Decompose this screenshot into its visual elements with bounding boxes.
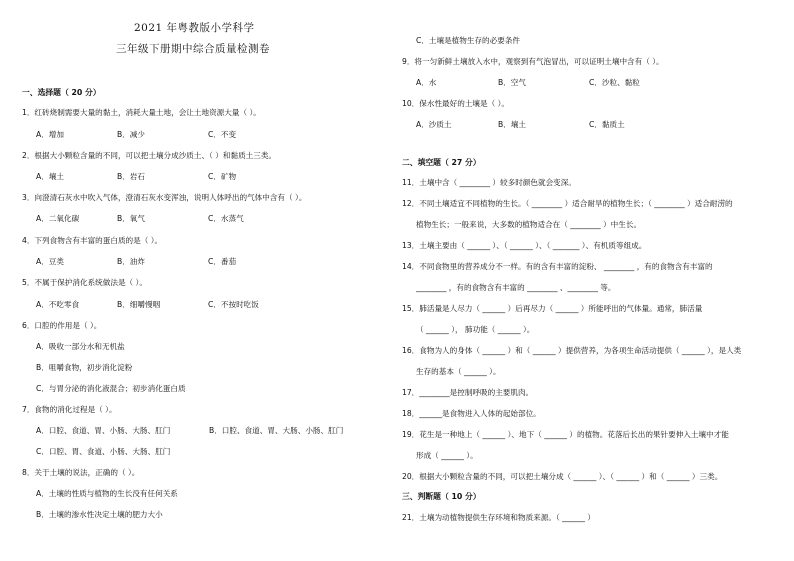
question-9: 9．将一匀新鲜土壤放入水中，观察到有气泡冒出，可以证明土壤中含有（ ）。 <box>402 57 664 66</box>
question-14-line1: 14．不同食物里的营养成分不一样。有的含有丰富的淀粉、 ________ ，有的食物含有丰富的 <box>402 262 713 271</box>
q2-option-b: B．岩石 <box>117 172 145 181</box>
question-16-line1: 16．食物为人的身体（ ______ ）和（ ______ ）提供营养，为各项生命活动提供（ ______ ），是人类 <box>402 346 742 355</box>
q6-option-b: B．咀嚼食物，初步消化淀粉 <box>36 363 133 372</box>
question-6: 6．口腔的作用是（ ）。 <box>22 321 102 330</box>
question-19-line2: 形成（ ______ ）。 <box>416 451 478 460</box>
q1-option-a: A．增加 <box>36 130 64 139</box>
question-4: 4．下列食物含有丰富的蛋白质的是（ ）。 <box>22 236 163 245</box>
q5-option-c: C．不按时吃饭 <box>208 300 259 309</box>
q7-option-b: B．口腔、食道、胃、大肠、小肠、肛门 <box>209 426 344 435</box>
question-20: 20．根据大小颗粒含量的不同，可以把土壤分成（ ______ ）、（ ______ ）和（ ______ ）三类。 <box>402 472 723 481</box>
q10-option-a: A．沙质土 <box>416 120 452 129</box>
q10-option-c: C．黏质土 <box>589 120 625 129</box>
question-19-line1: 19．花生是一种地上（ ______ ）、地下（ ______ ）的植物。花落后长出的果针要伸入土壤中才能 <box>402 430 729 439</box>
q10-option-b: B．壤土 <box>498 120 526 129</box>
q5-option-b: B．细嚼慢咽 <box>117 300 161 309</box>
question-3: 3．向澄清石灰水中吹入气体，澄清石灰水变浑浊，说明人体呼出的气体中含有（ ）。 <box>22 193 307 202</box>
question-15-line1: 15．肺活量是人尽力（ ______ ）后再尽力（ ______ ）所能呼出的气体量。通常，肺活量 <box>402 304 703 313</box>
question-8: 8．关于土壤的说法，正确的（ ）。 <box>22 468 140 477</box>
exam-title-line2: 三年级下册期中综合质量检测卷 <box>116 43 270 55</box>
q8-option-b: B．土壤的渗水性决定土壤的肥力大小 <box>36 510 163 519</box>
q9-option-a: A．水 <box>416 78 437 87</box>
question-18: 18．______是食物进入人体的起始部位。 <box>402 409 541 418</box>
q7-option-c: C．口腔、胃、食道、小肠、大肠、肛门 <box>36 447 171 456</box>
q8-option-a: A．土壤的性质与植物的生长没有任何关系 <box>36 489 178 498</box>
section-choice-heading: 一、选择题（ 20 分） <box>22 88 101 97</box>
question-2: 2．根据大小颗粒含量的不同，可以把土壤分成沙质土、（ ）和黏质土三类。 <box>22 151 277 160</box>
q4-option-b: B．油炸 <box>117 257 145 266</box>
q3-option-b: B．氧气 <box>117 214 145 223</box>
q9-option-b: B．空气 <box>498 78 526 87</box>
q4-option-c: C．番茄 <box>208 257 237 266</box>
q9-option-c: C．沙粒、黏粒 <box>589 78 640 87</box>
q1-option-b: B．减少 <box>117 130 145 139</box>
exam-title-line1: 2021 年粤教版小学科学 <box>134 22 255 34</box>
q2-option-c: C．矿物 <box>208 172 237 181</box>
question-12-line1: 12．不同土壤适宜不同植物的生长。（ ________ ）适合耐旱的植物生长；（ ________ ）适合耐涝的 <box>402 199 733 208</box>
question-17: 17．________是控制呼吸的主要肌肉。 <box>402 388 534 397</box>
section-fill-heading: 二、填空题（ 27 分） <box>402 158 481 167</box>
q6-option-c: C．与胃分泌的消化液混合；初步消化蛋白质 <box>36 384 186 393</box>
q3-option-c: C．水蒸气 <box>208 214 244 223</box>
section-judge-heading: 三、判断题（ 10 分） <box>402 492 481 501</box>
question-12-line2: 植物生长；一般来说，大多数的植物适合在（ ________ ）中生长。 <box>416 220 642 229</box>
question-16-line2: 生存的基本（ ______ ）。 <box>416 367 501 376</box>
question-5: 5．不属于保护消化系统做法是（ ）。 <box>22 278 147 287</box>
q5-option-a: A．不吃零食 <box>36 300 80 309</box>
q7-option-a: A．口腔、食道、胃、小肠、大肠、肛门 <box>36 426 171 435</box>
question-15-line2: （ ______ ）， 肺功能（ ______ ）。 <box>416 325 535 334</box>
q6-option-a: A．吸收一部分水和无机盐 <box>36 342 125 351</box>
q1-option-c: C．不变 <box>208 130 237 139</box>
question-1: 1．红砖烧制需要大量的黏土，消耗大量土地，会让土地资源大量（ ）。 <box>22 108 261 117</box>
question-7: 7．食物的消化过程是（ ）。 <box>22 405 117 414</box>
q8-option-c: C．土壤是植物生存的必要条件 <box>416 36 521 45</box>
question-10: 10．保水性最好的土壤是（ ）。 <box>402 99 509 108</box>
question-14-line2: ________ ，有的食物含有丰富的 ________ 、________ 等。 <box>416 283 616 292</box>
question-11: 11．土壤中含（ ________ ）较多时颜色就会变深。 <box>402 178 576 187</box>
question-13: 13．土壤主要由（ ______ ）、（ ______ ）、（ _______ ）、有机质等组成。 <box>402 241 647 250</box>
q4-option-a: A．豆类 <box>36 257 64 266</box>
q3-option-a: A．二氧化碳 <box>36 214 80 223</box>
question-21: 21．土壤为动植物提供生存环境和物质来源。（ ______ ） <box>402 513 595 522</box>
q2-option-a: A．壤土 <box>36 172 64 181</box>
